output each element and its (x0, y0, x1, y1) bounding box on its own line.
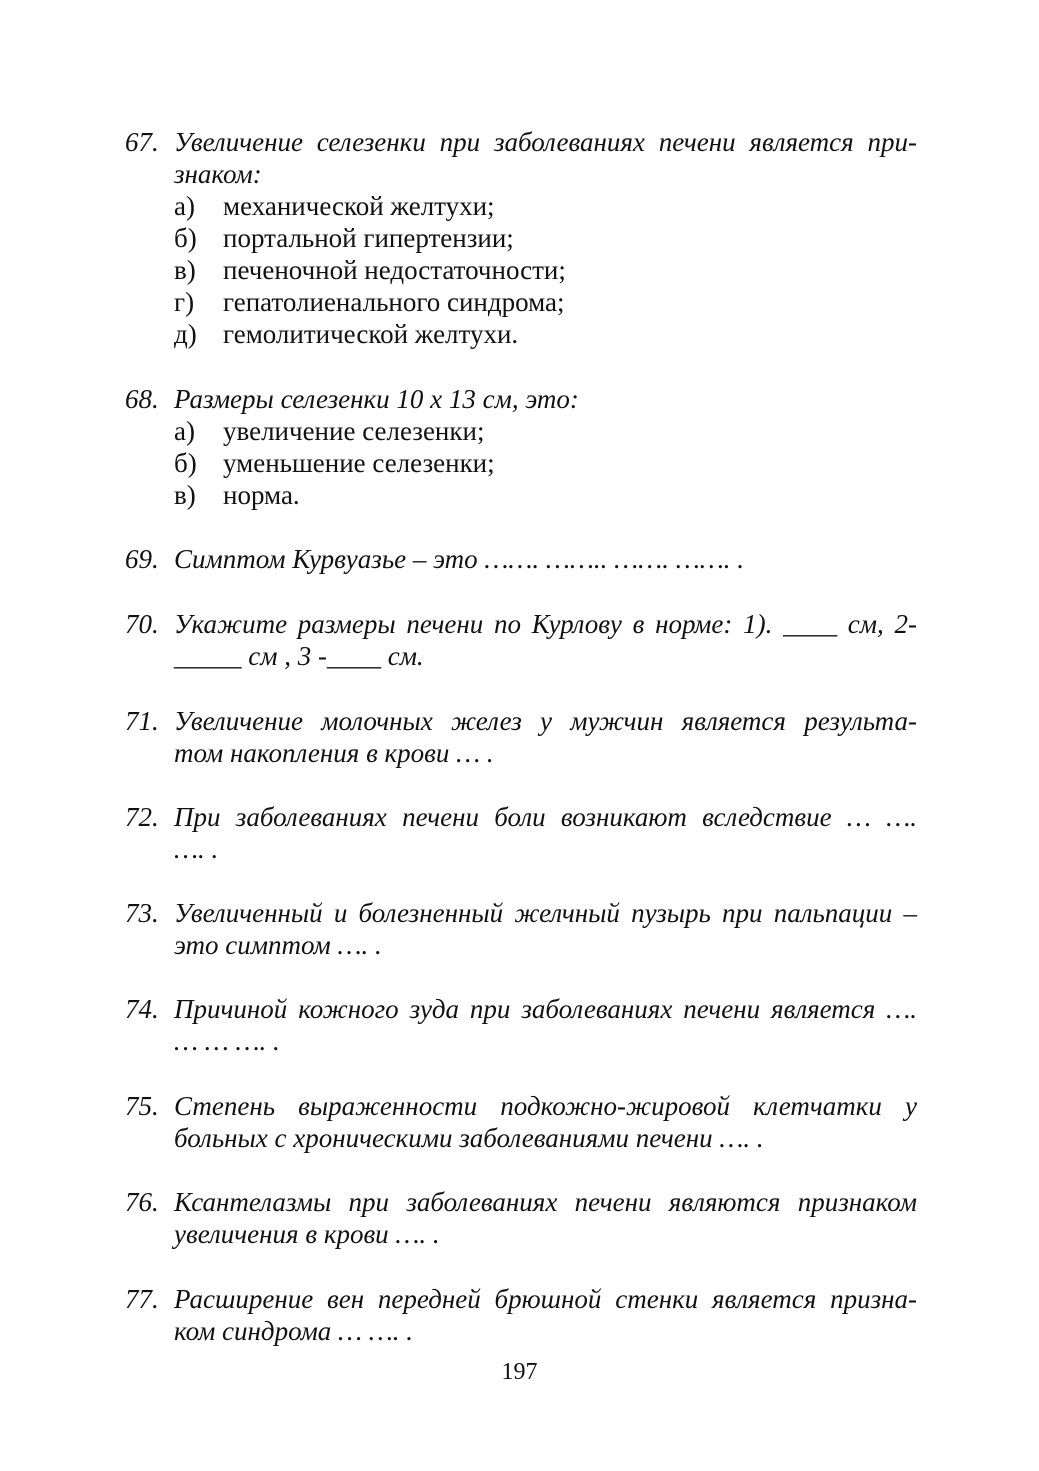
question-text: больных с хроническими заболеваниями печени …. . (174, 1123, 764, 1153)
question-line (125, 1186, 917, 1218)
option-text: уменьшение селезенки; (223, 448, 495, 478)
question-72 (125, 801, 917, 865)
question-text: Увеличение селезенки при заболеваниях печени является при- (174, 127, 917, 157)
answer-option (125, 286, 917, 318)
question-line (125, 1090, 917, 1122)
question-line (125, 929, 917, 961)
question-text: Степень выраженности подкожно-жировой клетчатки у (174, 1091, 917, 1121)
answer-option (125, 190, 917, 222)
question-number: 67. (125, 127, 159, 157)
question-line (125, 1122, 917, 1154)
question-line (125, 705, 917, 737)
question-text: знаком: (174, 159, 262, 189)
question-69 (125, 543, 917, 575)
question-line (125, 126, 917, 158)
question-line (125, 608, 917, 640)
question-line (125, 833, 917, 865)
option-letter: в) (174, 480, 196, 510)
question-text: Симптом Курвуазье – это ……. …….. ……. ……. . (174, 544, 744, 574)
question-number: 69. (125, 544, 159, 574)
question-text: Расширение вен передней брюшной стенки является призна- (174, 1284, 917, 1314)
question-text: … … …. . (174, 1026, 280, 1056)
option-letter: б) (174, 448, 197, 478)
question-75 (125, 1090, 917, 1154)
answer-option (125, 254, 917, 286)
answer-option (125, 479, 917, 511)
question-number: 68. (125, 384, 159, 414)
question-number: 77. (125, 1284, 159, 1314)
option-text: увеличение селезенки; (223, 416, 485, 446)
question-text: Увеличение молочных желез у мужчин является результа- (174, 706, 917, 736)
answer-option (125, 415, 917, 447)
question-text: ком синдрома … …. . (174, 1316, 414, 1346)
question-text: это симптом …. . (174, 930, 382, 960)
question-line (125, 158, 917, 190)
question-text: При заболеваниях печени боли возникают вследствие … …. (174, 802, 917, 832)
question-number: 74. (125, 994, 159, 1024)
question-68 (125, 383, 917, 511)
question-76 (125, 1186, 917, 1250)
question-text: …. . (174, 834, 219, 864)
question-text: _____ см , 3 -____ см. (174, 641, 424, 671)
option-letter: а) (174, 191, 195, 221)
question-77 (125, 1283, 917, 1347)
option-letter: д) (174, 319, 197, 349)
page-number: 197 (501, 1359, 538, 1385)
question-line (125, 1315, 917, 1347)
question-text: Ксантелазмы при заболеваниях печени являются признаком (174, 1187, 917, 1217)
option-text: гемолитической желтухи. (223, 319, 519, 349)
option-letter: г) (174, 287, 195, 317)
question-number: 72. (125, 802, 159, 832)
answer-option (125, 318, 917, 350)
question-text: увеличения в крови …. . (174, 1219, 440, 1249)
option-letter: в) (174, 255, 196, 285)
question-74 (125, 993, 917, 1057)
question-number: 73. (125, 898, 159, 928)
question-70 (125, 608, 917, 672)
option-text: гепатолиенального синдрома; (223, 287, 565, 317)
question-line (125, 737, 917, 769)
question-67 (125, 126, 917, 350)
question-number: 70. (125, 609, 159, 639)
question-text: том накопления в крови … . (174, 738, 494, 768)
question-line (125, 1283, 917, 1315)
question-line (125, 383, 917, 415)
question-73 (125, 897, 917, 961)
answer-option (125, 447, 917, 479)
question-line (125, 801, 917, 833)
question-line (125, 1218, 917, 1250)
question-text: Укажите размеры печени по Курлову в норме: 1). ____ см, 2- (174, 609, 917, 639)
option-text: механической желтухи; (223, 191, 495, 221)
question-line (125, 543, 917, 575)
question-line (125, 993, 917, 1025)
question-line (125, 640, 917, 672)
answer-option (125, 222, 917, 254)
option-letter: б) (174, 223, 197, 253)
option-text: печеночной недостаточности; (223, 255, 566, 285)
question-71 (125, 705, 917, 769)
question-number: 71. (125, 706, 159, 736)
question-text: Причиной кожного зуда при заболеваниях печени является …. (174, 994, 917, 1024)
option-text: портальной гипертензии; (223, 223, 514, 253)
question-number: 76. (125, 1187, 159, 1217)
question-text: Увеличенный и болезненный желчный пузырь при пальпации – (174, 898, 917, 928)
question-line (125, 1025, 917, 1057)
question-text: Размеры селезенки 10 х 13 см, это: (174, 384, 579, 414)
option-text: норма. (223, 480, 300, 510)
option-letter: а) (174, 416, 195, 446)
question-number: 75. (125, 1091, 159, 1121)
question-line (125, 897, 917, 929)
